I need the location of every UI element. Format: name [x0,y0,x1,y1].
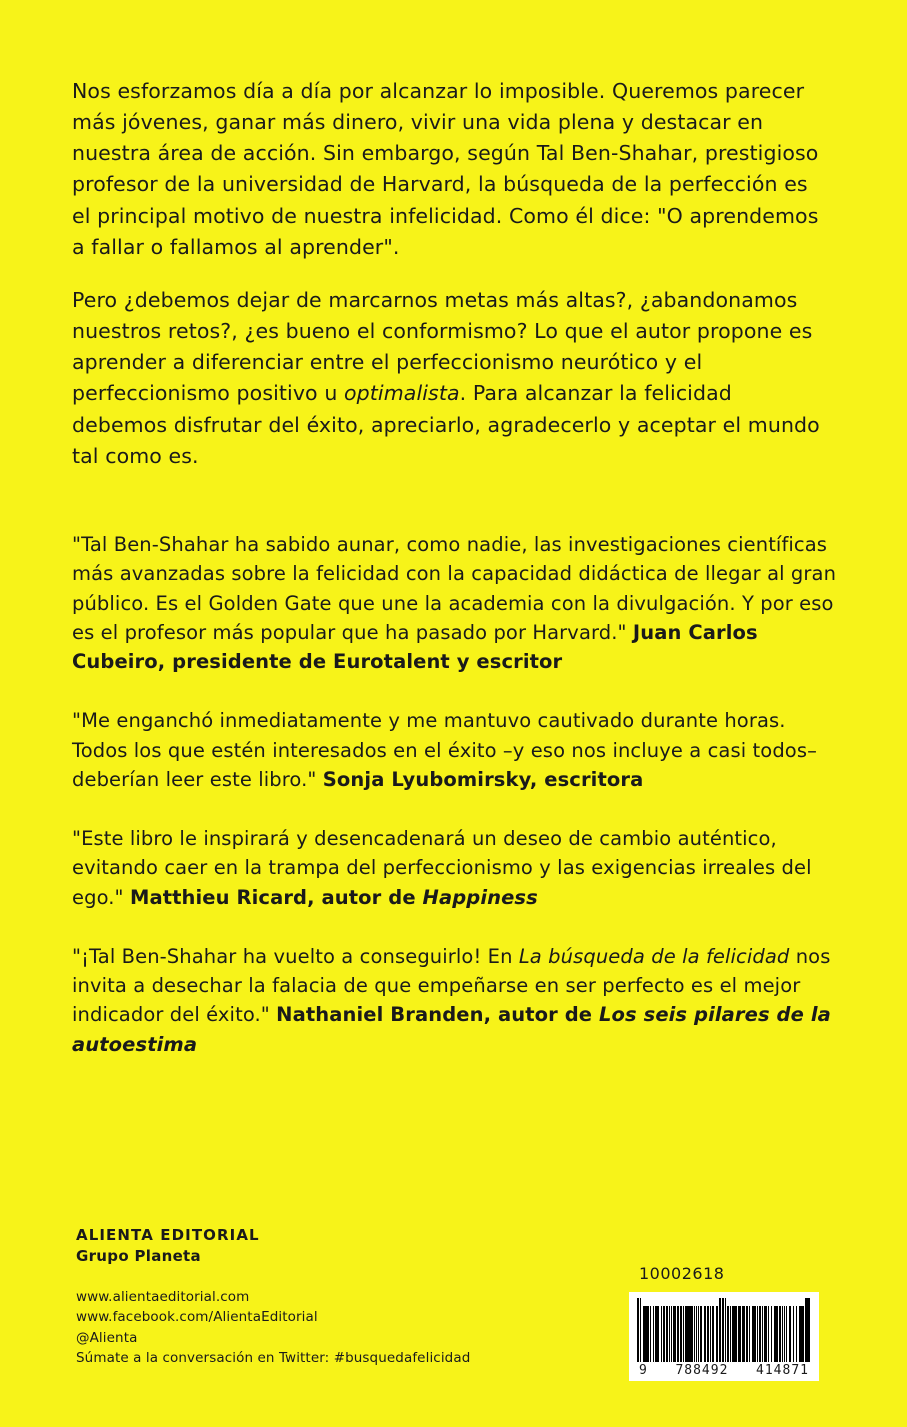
publisher-links [76,1287,596,1369]
quote-ricard-book-title: Happiness [422,885,538,909]
hashtag-invitation: Súmate a la conversación en Twitter: #busquedafelicidad [76,1350,471,1367]
quote-cubeiro-attribution: Juan Carlos Cubeiro, presidente de Eurotalent y escritor [72,620,758,673]
quote-cubeiro-text: "Tal Ben-Shahar ha sabido aunar, como nadie, las investigaciones científicas más avanzadas sobre la felicidad con la capacidad didáctica de llegar al gran público. Es el Golden Gate que une la academia con la divulgación. Y por eso es el profesor más popular que ha pasado por Harvard." [72,533,837,644]
publisher-group: Grupo Planeta [76,1246,201,1265]
publisher-name: ALIENTA EDITORIAL [76,1225,260,1244]
quote-lyubomirsky [72,706,837,794]
link-facebook[interactable]: www.facebook.com/AlientaEditorial [76,1309,318,1326]
barcode-digits-right: 414871 [756,1363,809,1378]
barcode-digit-left: 9 [639,1363,648,1378]
blurb-paragraph-2: Pero ¿debemos dejar de marcarnos metas más altas?, ¿abandonamos nuestros retos?, ¿es bueno el conformismo? Lo que el autor propone es aprender a diferenciar entre el perfeccionismo neurótico y el perfeccionismo positivo u optimalista. Para alcanzar la felicidad debemos disfrutar del éxito, apreciarlo, agradecerlo y aceptar el mundo tal como es. [72,287,820,468]
quote-lyubomirsky-attribution: Sonja Lyubomirsky, escritora [322,767,644,791]
quote-branden-book-title-2: Los seis pilares de la autoestima [72,1003,831,1056]
quote-cubeiro [72,530,837,676]
quote-ricard [72,824,837,912]
link-twitter-handle[interactable]: @Alienta [76,1329,138,1346]
blurb-section [72,76,832,472]
barcode-bars [637,1298,811,1362]
quote-branden-attribution: Nathaniel Branden, autor de [276,1003,599,1027]
barcode-area [629,1264,835,1381]
publisher-footer [76,1226,596,1369]
blurb-paragraph-1: Nos esforzamos día a día por alcanzar lo imposible. Queremos parecer más jóvenes, ganar más dinero, vivir una vida plena y destacar en nuestra área de acción. Sin embargo, según Tal Ben-Shahar, prestigioso profesor de la universidad de Harvard, la búsqueda de la perfección es el principal motivo de nuestra infelicidad. Como él dice: "O aprendemos a fallar o fallamos al aprender". [72,79,819,259]
internal-code: 10002618 [639,1264,725,1283]
barcode-image [629,1292,819,1381]
quote-branden-text-2: nos invita a desechar la falacia de que empeñarse en ser perfecto es el mejor indicador del éxito." [72,944,831,1027]
quotes-section [72,530,837,1059]
barcode-digits [637,1362,811,1378]
quote-lyubomirsky-text: "Me enganchó inmediatamente y me mantuvo cautivado durante horas. Todos los que estén interesados en el éxito –y eso nos incluye a casi todos– deberían leer este libro." [72,709,817,791]
quote-branden-text-1: "¡Tal Ben-Shahar ha vuelto a conseguirlo! En [72,944,519,968]
quote-branden [72,942,837,1059]
quote-ricard-text: "Este libro le inspirará y desencadenará un deseo de cambio auténtico, evitando caer en la trampa del perfeccionismo y las exigencias irreales del ego." [72,827,812,909]
quote-branden-book-title-1: La búsqueda de la felicidad [518,944,790,968]
link-website[interactable]: www.alientaeditorial.com [76,1288,250,1305]
barcode-digits-mid: 788492 [675,1363,729,1378]
quote-ricard-attribution: Matthieu Ricard, autor de [129,885,423,909]
